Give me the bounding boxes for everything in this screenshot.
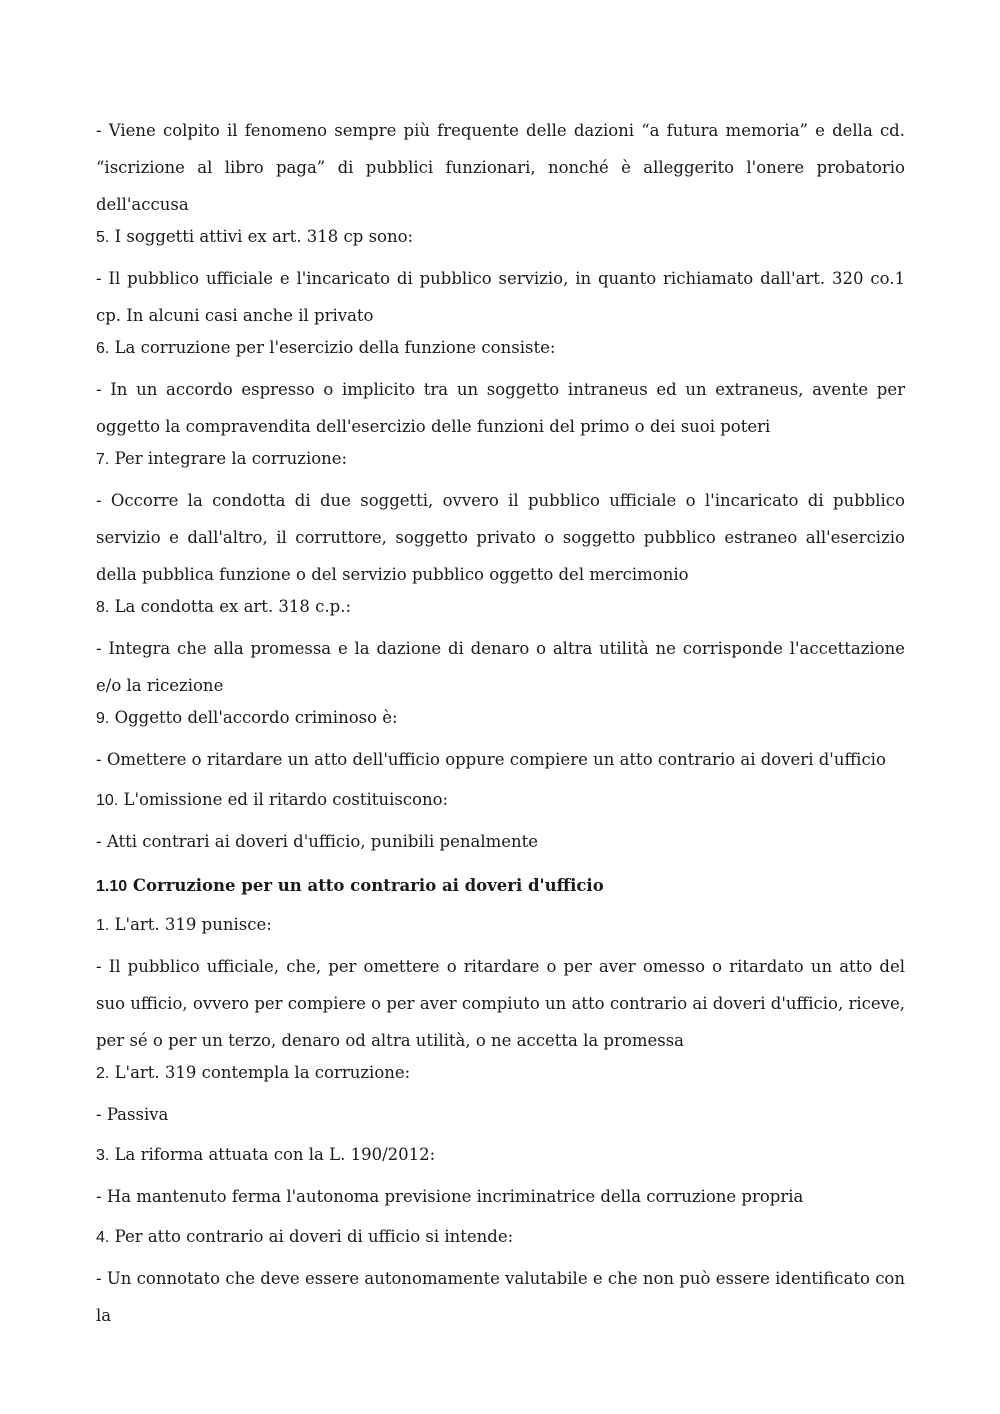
question-number: 3. — [96, 1147, 110, 1164]
spacer — [96, 860, 905, 868]
question-text: La corruzione per l'esercizio della funzione consiste: — [109, 338, 556, 357]
question-number: 8. — [96, 599, 110, 616]
answer-text: - Un connotato che deve essere autonomamente valutabile e che non può essere identificato con la — [96, 1269, 905, 1325]
question-number: 2. — [96, 1065, 110, 1082]
document-page — [96, 112, 905, 1334]
question-text: L'art. 319 punisce: — [109, 915, 272, 934]
spacer — [96, 778, 905, 786]
question-item — [96, 593, 905, 622]
answer-text: - Ha mantenuto ferma l'autonoma previsione incriminatrice della corruzione propria — [96, 1187, 804, 1206]
question-number: 4. — [96, 1229, 110, 1246]
answer-text: - Il pubblico ufficiale, che, per omettere o ritardare o per aver omesso o ritardato un atto del suo ufficio, ovvero per compiere o per aver compiuto un atto contrario ai doveri d'ufficio, riceve, per sé o per un terzo, denaro od altra utilità, o ne accetta la promessa — [96, 957, 905, 1050]
spacer — [96, 1215, 905, 1223]
question-item — [96, 1141, 905, 1170]
answer-text: - Passiva — [96, 1105, 169, 1124]
answer-text: - Viene colpito il fenomeno sempre più frequente delle dazioni “a futura memoria” e della cd. “iscrizione al libro paga” di pubblici funzionari, nonché è alleggerito l'onere probatorio dell'accusa — [96, 121, 905, 214]
question-text: I soggetti attivi ex art. 318 cp sono: — [109, 227, 414, 246]
answer-text: - Omettere o ritardare un atto dell'ufficio oppure compiere un atto contrario ai doveri d'ufficio — [96, 750, 886, 769]
question-item — [96, 445, 905, 474]
answer-text: - Il pubblico ufficiale e l'incaricato di pubblico servizio, in quanto richiamato dall'art. 320 co.1 cp. In alcuni casi anche il privato — [96, 269, 905, 325]
question-item — [96, 911, 905, 940]
answer-text: - Integra che alla promessa e la dazione di denaro o altra utilità ne corrisponde l'accettazione e/o la ricezione — [96, 639, 905, 695]
question-item — [96, 1059, 905, 1088]
question-item — [96, 704, 905, 733]
question-item — [96, 1223, 905, 1252]
question-number: 7. — [96, 451, 110, 468]
question-text: Oggetto dell'accordo criminoso è: — [109, 708, 398, 727]
question-text: L'omissione ed il ritardo costituiscono: — [118, 790, 449, 809]
question-number: 5. — [96, 229, 110, 246]
question-number: 10. — [96, 792, 119, 809]
answer-text: - Atti contrari ai doveri d'ufficio, punibili penalmente — [96, 832, 539, 851]
question-item — [96, 334, 905, 363]
question-number: 1. — [96, 917, 110, 934]
answer-text: - Occorre la condotta di due soggetti, ovvero il pubblico ufficiale o l'incaricato di pubblico servizio e dall'altro, il corruttore, soggetto privato o soggetto pubblico estraneo all'esercizio della pubblica funzione o del servizio pubblico oggetto del mercimonio — [96, 491, 905, 584]
spacer — [96, 1133, 905, 1141]
section-heading — [96, 872, 905, 901]
question-text: La condotta ex art. 318 c.p.: — [109, 597, 352, 616]
question-number: 6. — [96, 340, 110, 357]
section-number: 1.10 — [96, 878, 128, 895]
question-text: Per atto contrario ai doveri di ufficio si intende: — [109, 1227, 514, 1246]
question-text: La riforma attuata con la L. 190/2012: — [109, 1145, 436, 1164]
question-text: Per integrare la corruzione: — [109, 449, 348, 468]
section-title: Corruzione per un atto contrario ai doveri d'ufficio — [127, 876, 604, 895]
question-item — [96, 786, 905, 815]
answer-text: - In un accordo espresso o implicito tra un soggetto intraneus ed un extraneus, avente per oggetto la compravendita dell'esercizio delle funzioni del primo o dei suoi poteri — [96, 380, 905, 436]
question-item — [96, 223, 905, 252]
question-number: 9. — [96, 710, 110, 727]
question-text: L'art. 319 contempla la corruzione: — [109, 1063, 411, 1082]
